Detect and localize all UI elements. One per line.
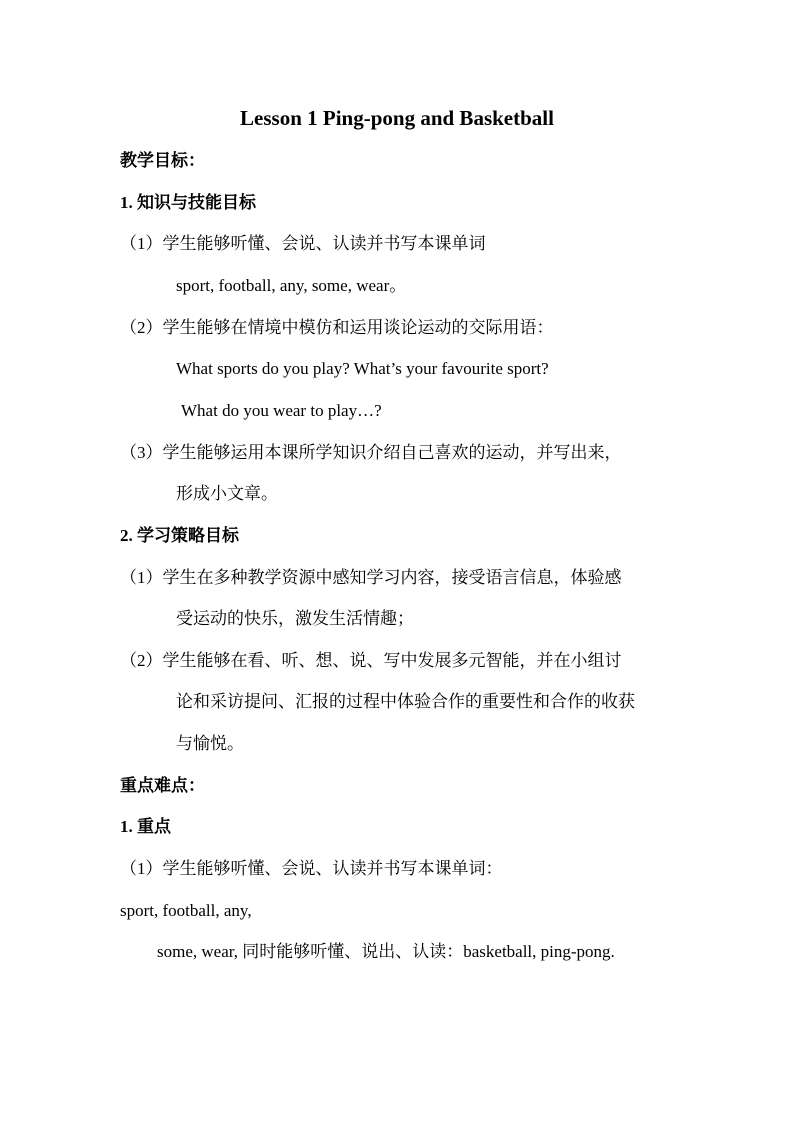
strategy-2-text-cont-2: 与愉悦。 [176, 734, 244, 753]
goal-3-text: （3）学生能够运用本课所学知识介绍自己喜欢的运动，并写出来， [120, 443, 622, 462]
heading-learning-strategy: 2. 学习策略目标 [120, 526, 239, 545]
key-point-1-words-cont: some, wear, 同时能够听懂、说出、认读：basketball, ping-pong. [157, 942, 615, 961]
heading-teaching-goals: 教学目标： [120, 151, 205, 170]
document-title: Lesson 1 Ping-pong and Basketball [240, 106, 554, 130]
strategy-1-text-cont: 受运动的快乐，激发生活情趣； [176, 609, 414, 628]
goal-2-phrase-2: What do you wear to play…? [181, 401, 382, 420]
strategy-1-text: （1）学生在多种教学资源中感知学习内容，接受语言信息，体验感 [120, 568, 622, 587]
goal-1-words: sport, football, any, some, wear。 [176, 276, 407, 295]
strategy-2-text: （2）学生能够在看、听、想、说、写中发展多元智能，并在小组讨 [120, 651, 622, 670]
strategy-2-text-cont-1: 论和采访提问、汇报的过程中体验合作的重要性和合作的收获 [176, 692, 635, 711]
heading-key-points: 重点难点： [120, 776, 205, 795]
goal-3-text-cont: 形成小文章。 [176, 484, 278, 503]
goal-1-text: （1）学生能够听懂、会说、认读并书写本课单词 [120, 234, 486, 253]
key-point-1-text: （1）学生能够听懂、会说、认读并书写本课单词： [120, 859, 503, 878]
heading-knowledge-skills: 1. 知识与技能目标 [120, 193, 256, 212]
goal-2-text: （2）学生能够在情境中模仿和运用谈论运动的交际用语： [120, 318, 554, 337]
goal-2-phrase-1: What sports do you play? What’s your favourite sport? [176, 359, 549, 378]
key-point-1-words: sport, football, any, [120, 901, 252, 920]
heading-key-point-1: 1. 重点 [120, 817, 171, 836]
